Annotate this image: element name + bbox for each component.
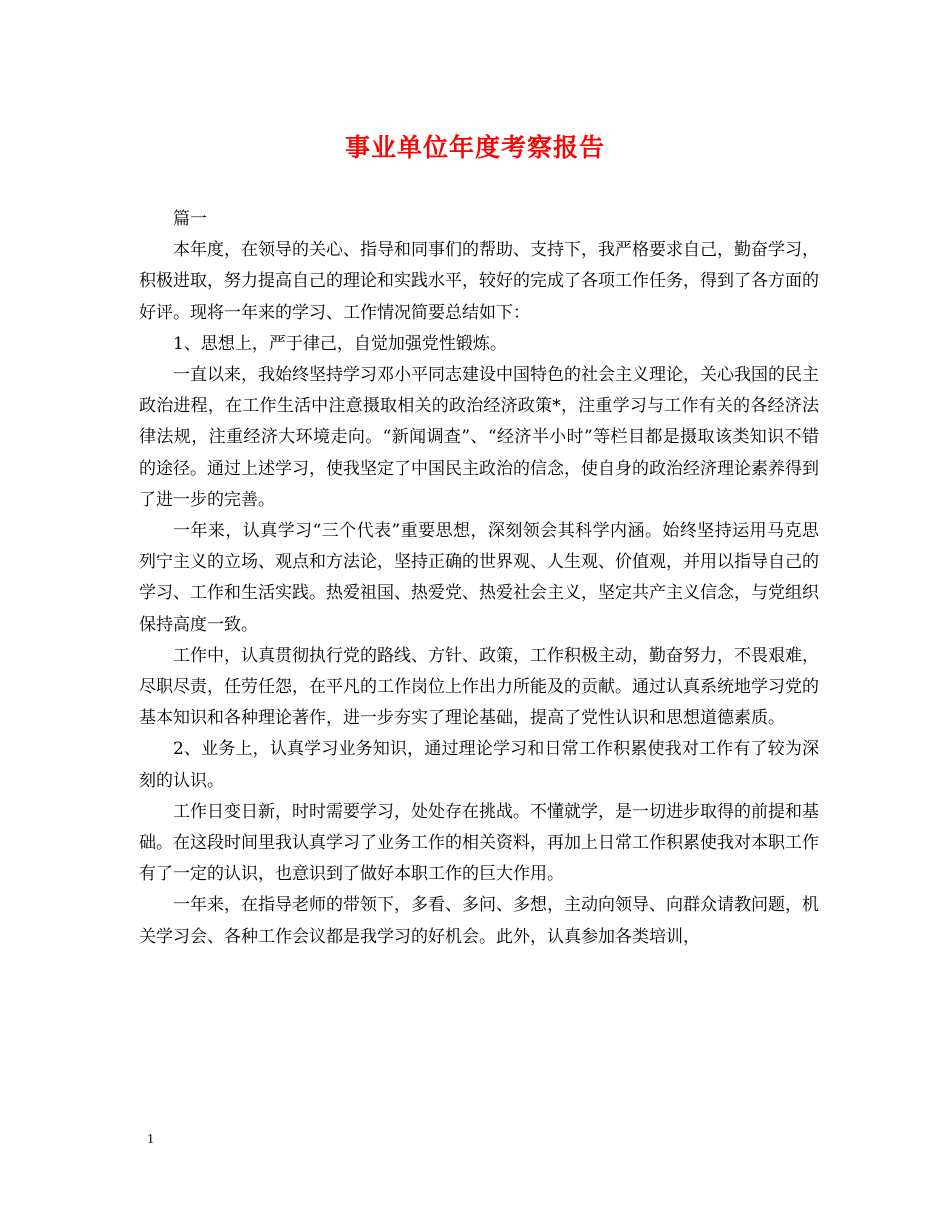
document-title: 事业单位年度考察报告 [344, 133, 605, 162]
paragraph: 本年度，在领导的关心、指导和同事们的帮助、支持下，我严格要求自己，勤奋学习，积极进取，努力提高自己的理论和实践水平，较好的完成了各项工作任务，得到了各方面的好评。现将一年来的学习、工作情况简要总结如下： [139, 240, 819, 323]
paragraph: 一年来，认真学习“三个代表”重要思想，深刻领会其科学内涵。始终坚持运用马克思列宁主义的立场、观点和方法论，坚持正确的世界观、人生观、价值观，并用以指导自己的学习、工作和生活实践。热爱祖国、热爱党、热爱社会主义，坚定共产主义信念，与党组织保持高度一致。 [139, 521, 819, 635]
paragraph: 1、思想上，严于律己，自觉加强党性锻炼。 [173, 333, 507, 354]
section-label: 篇一 [173, 209, 207, 229]
paragraph: 2、业务上，认真学习业务知识，通过理论学习和日常工作积累使我对工作有了较为深刻的认识。 [139, 739, 819, 791]
paragraph: 一年来，在指导老师的带领下，多看、多问、多想，主动向领导、向群众请教问题，机关学习会、各种工作会议都是我学习的好机会。此外，认真参加各类培训， [139, 895, 819, 947]
document-body [139, 204, 819, 953]
page-number: 1 [147, 1132, 154, 1147]
paragraph: 工作中，认真贯彻执行党的路线、方针、政策，工作积极主动，勤奋努力，不畏艰难，尽职尽责，任劳任怨，在平凡的工作岗位上作出力所能及的贡献。通过认真系统地学习党的基本知识和各种理论著作，进一步夯实了理论基础，提高了党性认识和思想道德素质。 [139, 645, 819, 729]
paragraph: 一直以来，我始终坚持学习邓小平同志建设中国特色的社会主义理论，关心我国的民主政治进程，在工作生活中注意摄取相关的政治经济政策*，注重学习与工作有关的各经济法律法规，注重经济大环境走向。“新闻调查”、“经济半小时”等栏目都是摄取该类知识不错的途径。通过上述学习，使我坚定了中国民主政治的信念，使自身的政治经济理论素养得到了进一步的完善。 [139, 365, 819, 510]
paragraph: 工作日变日新，时时需要学习，处处存在挑战。不懂就学，是一切进步取得的前提和基础。在这段时间里我认真学习了业务工作的相关资料，再加上日常工作积累使我对本职工作有了一定的认识，也意识到了做好本职工作的巨大作用。 [139, 801, 819, 885]
